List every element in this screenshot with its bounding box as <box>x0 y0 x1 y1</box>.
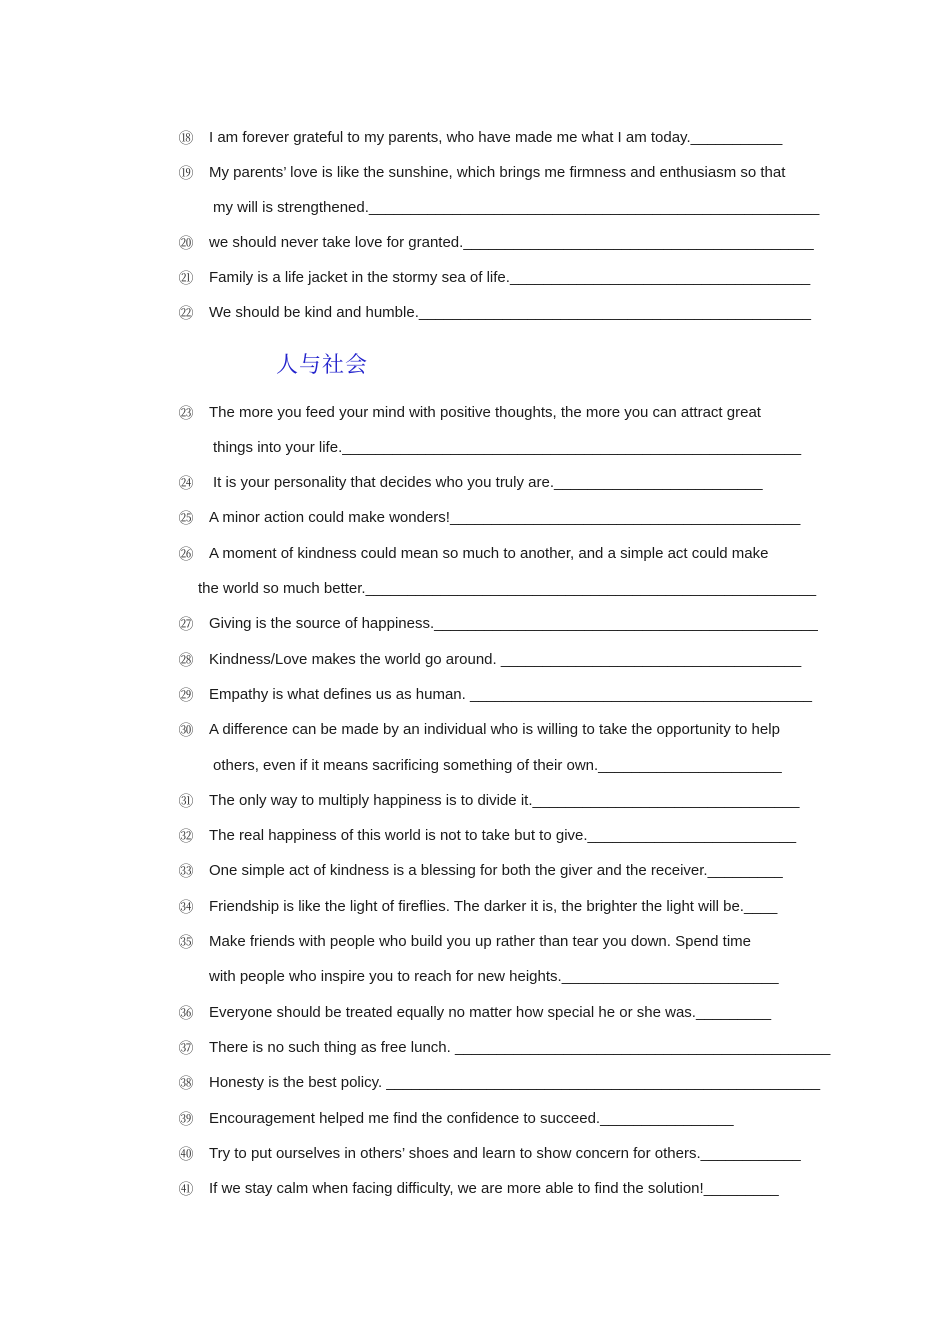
item-number: ㊱ <box>178 1004 194 1022</box>
item-text: Giving is the source of happiness.______________________________________________ <box>209 615 818 632</box>
item-number: ㉚ <box>178 721 194 739</box>
item-text: If we stay calm when facing difficulty, we are more able to find the solution!_________ <box>209 1180 779 1197</box>
item-text: Make friends with people who build you up rather than tear you down. Spend time <box>209 933 751 950</box>
item-text: things into your life._______________________________________________________ <box>213 439 802 456</box>
item-text: A difference can be made by an individual who is willing to take the opportunity to help <box>209 721 780 738</box>
item-number: ㉘ <box>178 651 194 669</box>
item-text: A moment of kindness could mean so much to another, and a simple act could make <box>209 545 769 562</box>
item-number: ㉔ <box>178 474 194 492</box>
item-number: ㉜ <box>178 827 194 845</box>
item-text: I am forever grateful to my parents, who have made me what I am today.___________ <box>209 129 783 146</box>
item-text: we should never take love for granted.__________________________________________ <box>209 234 814 251</box>
item-number: ㊳ <box>178 1074 194 1092</box>
item-number: ㉝ <box>178 862 194 880</box>
item-text: Friendship is like the light of fireflies. The darker it is, the brighter the light will be.____ <box>209 898 778 915</box>
item-number: ㉙ <box>178 686 194 704</box>
item-text: My parents’ love is like the sunshine, which brings me firmness and enthusiasm so that <box>209 164 786 181</box>
item-text: Kindness/Love makes the world go around. ____________________________________ <box>209 651 802 668</box>
item-text: There is no such thing as free lunch. _____________________________________________ <box>209 1039 831 1056</box>
item-number: ㉖ <box>178 545 194 563</box>
item-number: ㊴ <box>178 1110 194 1128</box>
item-text: Encouragement helped me find the confidence to succeed.________________ <box>209 1110 734 1127</box>
item-number: ㉞ <box>178 898 194 916</box>
item-text: with people who inspire you to reach for new heights.__________________________ <box>209 968 779 985</box>
item-number: ⑲ <box>178 164 194 182</box>
item-text: Try to put ourselves in others’ shoes and learn to show concern for others.____________ <box>209 1145 801 1162</box>
item-text: Family is a life jacket in the stormy sea of life.____________________________________ <box>209 269 811 286</box>
item-number: ㉕ <box>178 509 194 527</box>
item-text: It is your personality that decides who you truly are._________________________ <box>213 474 763 491</box>
item-text: The only way to multiply happiness is to divide it.________________________________ <box>209 792 800 809</box>
item-text: the world so much better.______________________________________________________ <box>198 580 817 597</box>
section-heading: 人与社会 <box>276 353 369 378</box>
item-text: my will is strengthened.______________________________________________________ <box>213 199 820 216</box>
item-text: The real happiness of this world is not to take but to give._________________________ <box>209 827 797 844</box>
item-text: The more you feed your mind with positive thoughts, the more you can attract great <box>209 404 761 421</box>
item-text: others, even if it means sacrificing something of their own.______________________ <box>213 757 782 774</box>
item-number: ㉗ <box>178 615 194 633</box>
item-text: We should be kind and humble._______________________________________________ <box>209 304 811 321</box>
item-number: ㊶ <box>178 1180 194 1198</box>
item-number: ㉓ <box>178 404 194 422</box>
item-text: One simple act of kindness is a blessing for both the giver and the receiver._________ <box>209 862 783 879</box>
item-text: Honesty is the best policy. ____________________________________________________ <box>209 1074 821 1091</box>
item-number: ㊵ <box>178 1145 194 1163</box>
item-number: ㉑ <box>178 269 194 287</box>
item-text: Empathy is what defines us as human. _________________________________________ <box>209 686 813 703</box>
item-number: ⑳ <box>178 234 194 252</box>
item-number: ㉒ <box>178 304 194 322</box>
item-number: ㉟ <box>178 933 194 951</box>
item-number: ⑱ <box>178 129 194 147</box>
item-number: ㊲ <box>178 1039 194 1057</box>
item-text: Everyone should be treated equally no matter how special he or she was._________ <box>209 1004 772 1021</box>
item-number: ㉛ <box>178 792 194 810</box>
item-text: A minor action could make wonders!__________________________________________ <box>209 509 801 526</box>
